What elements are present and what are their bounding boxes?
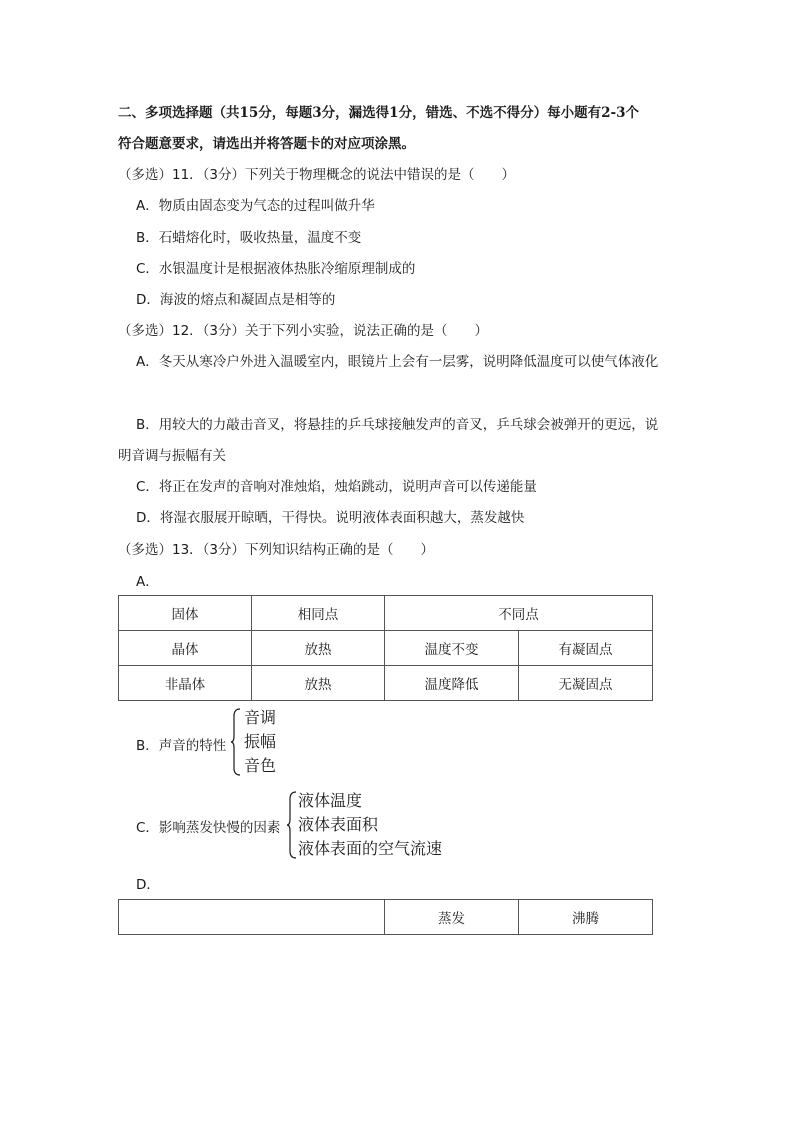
brace-icon	[286, 791, 298, 859]
q11-option-c: C．水银温度计是根据液体热胀冷缩原理制成的	[136, 261, 416, 277]
list-item: 振幅	[244, 732, 277, 751]
table-cell: 固体	[119, 596, 252, 631]
list-item: 液体温度	[298, 791, 363, 810]
table-cell: 放热	[252, 666, 385, 701]
section-title-line1: 二、多项选择题（共15分，每题3分，漏选得1分，错选、不选不得分）每小题有2-3个	[118, 105, 639, 121]
q11-option-a: A．物质由固态变为气态的过程叫做升华	[136, 198, 375, 214]
q12-option-d: D．将湿衣服展开晾晒，干得快。说明液体表面积越大，蒸发越快	[136, 510, 525, 526]
brace-icon	[230, 708, 242, 776]
table-row	[119, 596, 653, 631]
table-cell: 无凝固点	[519, 666, 653, 701]
table-cell	[119, 900, 385, 935]
q12-option-c: C．将正在发声的音响对准烛焰，烛焰跳动，说明声音可以传递能量	[136, 479, 537, 495]
list-item: 音调	[244, 708, 277, 727]
q13-table-a	[118, 595, 653, 701]
q12-option-b-line1: B．用较大的力敲击音叉，将悬挂的乒乓球接触发声的音叉，乒乓球会被弹开的更远，说	[136, 417, 659, 433]
table-cell: 非晶体	[119, 666, 252, 701]
list-item: 液体表面的空气流速	[298, 839, 443, 858]
q11-option-b: B．石蜡熔化时，吸收热量，温度不变	[136, 230, 362, 246]
table-cell: 有凝固点	[519, 631, 653, 666]
list-item: 液体表面积	[298, 815, 379, 834]
q12-stem: （多选）12．（3分）关于下列小实验，说法正确的是（ ）	[118, 323, 489, 339]
table-row	[119, 666, 653, 701]
table-row	[119, 900, 653, 935]
q13-option-b-items	[244, 706, 276, 778]
q13-stem: （多选）13．（3分）下列知识结构正确的是（ ）	[118, 542, 435, 558]
table-cell: 晶体	[119, 631, 252, 666]
q13-option-c-label: C．影响蒸发快慢的因素	[136, 820, 281, 836]
q13-option-a-label: A．	[136, 574, 159, 590]
table-cell: 不同点	[385, 596, 653, 631]
table-row	[119, 631, 653, 666]
q13-option-b-label: B．声音的特性	[136, 738, 227, 754]
table-cell: 温度降低	[385, 666, 519, 701]
q13-table-d	[118, 899, 653, 935]
table-cell: 沸腾	[519, 900, 653, 935]
table-cell: 温度不变	[385, 631, 519, 666]
q11-option-d: D．海波的熔点和凝固点是相等的	[136, 292, 336, 308]
q12-option-b-line2: 明音调与振幅有关	[118, 448, 226, 464]
q12-option-a: A．冬天从寒冷户外进入温暖室内，眼镜片上会有一层雾，说明降低温度可以使气体液化	[136, 354, 659, 370]
q13-option-c-items	[298, 789, 442, 861]
table-cell: 蒸发	[385, 900, 519, 935]
list-item: 音色	[244, 756, 277, 775]
q11-stem: （多选）11．（3分）下列关于物理概念的说法中错误的是（ ）	[118, 167, 516, 183]
table-cell: 放热	[252, 631, 385, 666]
q13-option-d-label: D．	[136, 877, 160, 893]
section-title-line2: 符合题意要求，请选出并将答题卡的对应项涂黑。	[118, 136, 415, 152]
table-cell: 相同点	[252, 596, 385, 631]
